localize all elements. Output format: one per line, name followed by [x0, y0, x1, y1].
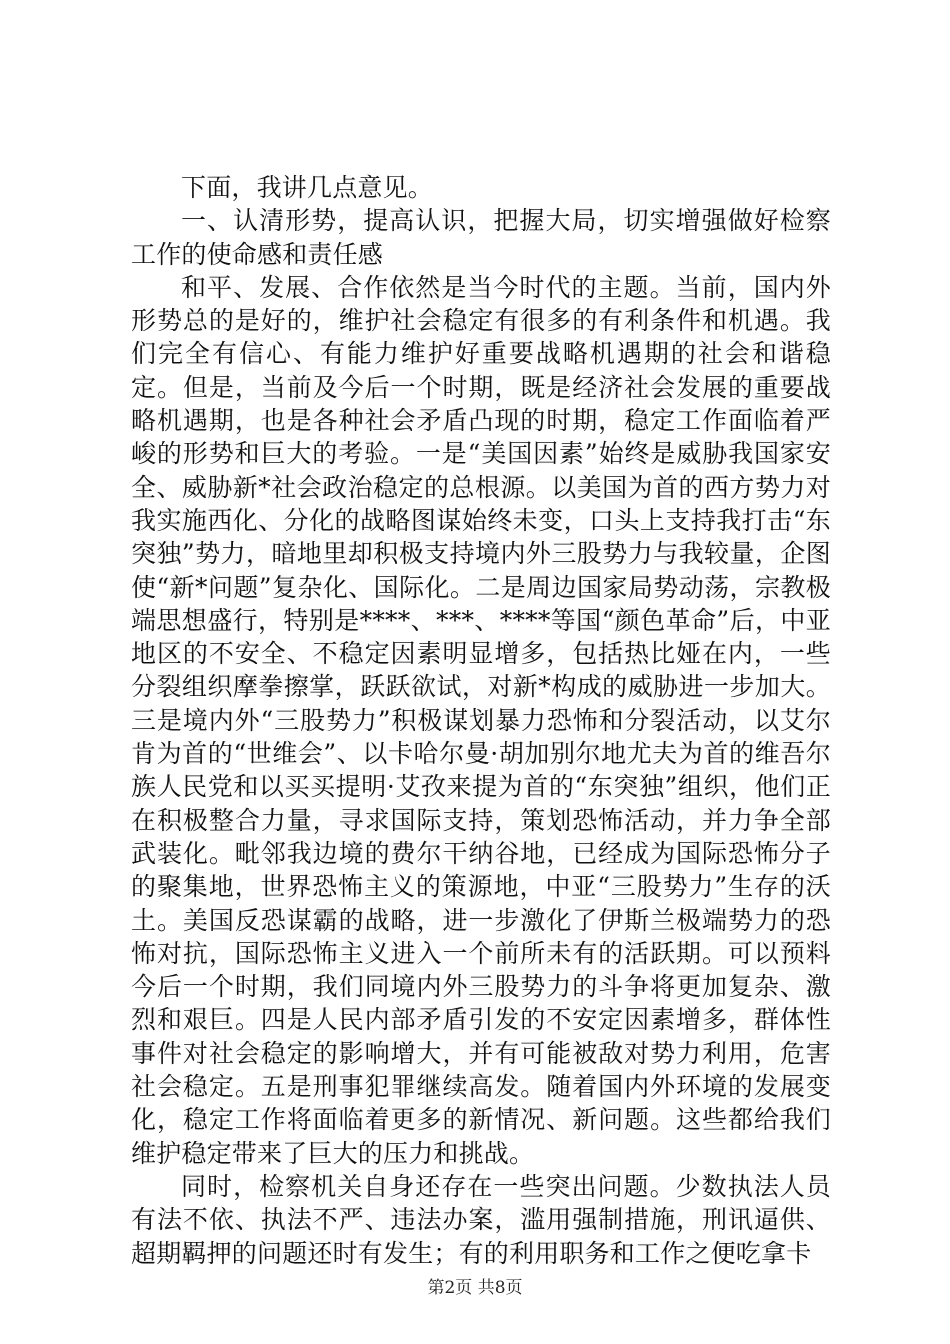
paragraph-problems: 同时，检察机关自身还存在一些突出问题。少数执法人员有法不依、执法不严、违法办案，滥用强制措施，刑讯逼供、超期羁押的问题还时有发生；有的利用职务和工作之便吃拿卡 [131, 1171, 831, 1268]
document-body [131, 171, 831, 1270]
paragraph-intro: 下面，我讲几点意见。 [181, 173, 434, 202]
section-heading: 一、认清形势，提高认识，把握大局，切实增强做好检察工作的使命感和责任感 [131, 206, 831, 269]
paragraph-situation: 和平、发展、合作依然是当今时代的主题。当前，国内外形势总的是好的，维护社会稳定有很多的有利条件和机遇。我们完全有信心、有能力维护好重要战略机遇期的社会和谐稳定。但是，当前及今后一个时期，既是经济社会发展的重要战略机遇期，也是各种社会矛盾凸现的时期，稳定工作面临着严峻的形势和巨大的考验。一是“美国因素”始终是威胁我国家安全、威胁新*社会政治稳定的总根源。以美国为首的西方势力对我实施西化、分化的战略图谋始终未变，口头上支持我打击“东突独”势力，暗地里却积极支持境内外三股势力与我较量，企图使“新*问题”复杂化、国际化。二是周边国家局势动荡，宗教极端思想盛行，特别是****、***、****等国“颜色革命”后，中亚地区的不安全、不稳定因素明显增多，包括热比娅在内，一些分裂组织摩拳擦掌，跃跃欲试，对新*构成的威胁进一步加大。三是境内外“三股势力”积极谋划暴力恐怖和分裂活动，以艾尔肯为首的“世维会”、以卡哈尔曼·胡加别尔地尤夫为首的维吾尔族人民党和以买买提明·艾孜来提为首的“东突独”组织，他们正在积极整合力量，寻求国际支持，策划恐怖活动，并力争全部武装化。毗邻我边境的费尔干纳谷地，已经成为国际恐怖分子的聚集地，世界恐怖主义的策源地，中亚“三股势力”生存的沃土。美国反恐谋霸的战略，进一步激化了伊斯兰极端势力的恐怖对抗，国际恐怖主义进入一个前所未有的活跃期。可以预料今后一个时期，我们同境内外三股势力的斗争将更加复杂、激烈和艰巨。四是人民内部矛盾引发的不安定因素增多，群体性事件对社会稳定的影响增大，并有可能被敌对势力利用，危害社会稳定。五是刑事犯罪继续高发。随着国内外环境的发展变化，稳定工作将面临着更多的新情况、新问题。这些都给我们维护稳定带来了巨大的压力和挑战。 [131, 272, 831, 1168]
page-footer: 第2页 共8页 [427, 1278, 523, 1298]
